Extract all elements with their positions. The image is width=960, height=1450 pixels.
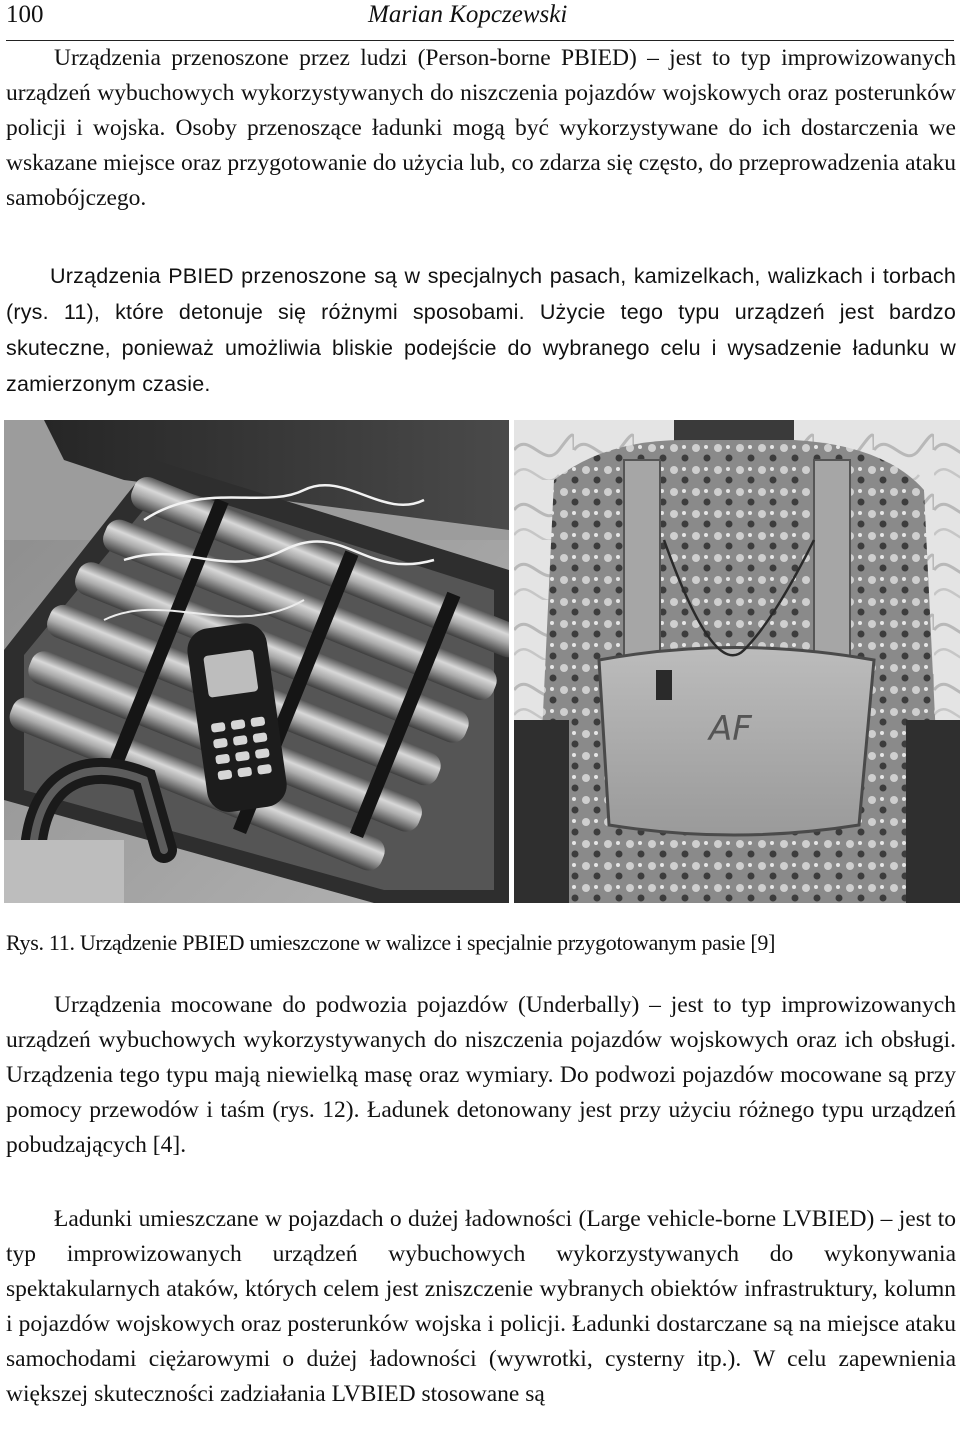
running-head-author: Marian Kopczewski — [368, 1, 568, 28]
paragraph-lvbied: Ładunki umieszczane w pojazdach o dużej ładowności (Large vehicle-borne LVBIED) – jest to typ improwizowanych urządzeń wybuchowych wykorzystywanych do wykonywania spektakularnych ataków, których celem jest zniszczenie wybranych obiektów infrastruktury, kolumn i pojazdów wojskowych oraz posterunków wojska i policji. Ładunki dostarczane są na miejsce ataku samochodami ciężarowymi o dużej ładowności (wywrotki, cysterny itp.). W celu zapewnienia większej skuteczności zadziałania LVBIED stosowane są — [6, 1206, 956, 1407]
vest-marking: AF — [709, 709, 752, 749]
paragraph-pbied-intro: Urządzenia przenoszone przez ludzi (Person-borne PBIED) – jest to typ improwizowanych urządzeń wybuchowych wykorzystywanych do niszczenia pojazdów wojskowych oraz posterunków policji i wojska. Osoby przenoszące ładunki mogą być wykorzystywane do ich dostarczenia we wskazane miejsce oraz przygotowanie do użycia lub, co zdarza się często, do przeprowadzenia ataku samobójczego. — [6, 45, 956, 211]
vest-illustration — [514, 420, 960, 903]
suitcase-illustration — [4, 420, 509, 903]
paragraph-underbelly: Urządzenia mocowane do podwozia pojazdów (Underbally) – jest to typ improwizowanych urządzeń wybuchowych wykorzystywanych do niszczenia pojazdów wojskowych oraz ich obsługi. Urządzenia tego typu mają niewielką masę oraz wymiary. Do podwozi pojazdów mocowane są przy pomocy przewodów i taśm (rys. 12). Ładunek detonowany jest przy użyciu różnego typu urządzeń pobudzających [4]. — [6, 992, 956, 1158]
suitcase-bomb-photo — [4, 420, 509, 903]
explosive-vest-photo — [514, 420, 960, 903]
figure-caption: Rys. 11. Urządzenie PBIED umieszczone w walizce i specjalnie przygotowanym pasie [9] — [6, 930, 776, 955]
running-header — [6, 0, 954, 41]
page-number: 100 — [6, 1, 44, 28]
paragraph-pbied-carriers: Urządzenia PBIED przenoszone są w specjalnych pasach, kamizelkach, walizkach i torbach (rys. 11), które detonuje się różnymi sposobami. Użycie tego typu urządzeń jest bardzo skuteczne, ponieważ umożliwia bliskie podejście do wybranego celu i wysadzenie ładunku w zamierzonym czasie. — [6, 264, 956, 396]
